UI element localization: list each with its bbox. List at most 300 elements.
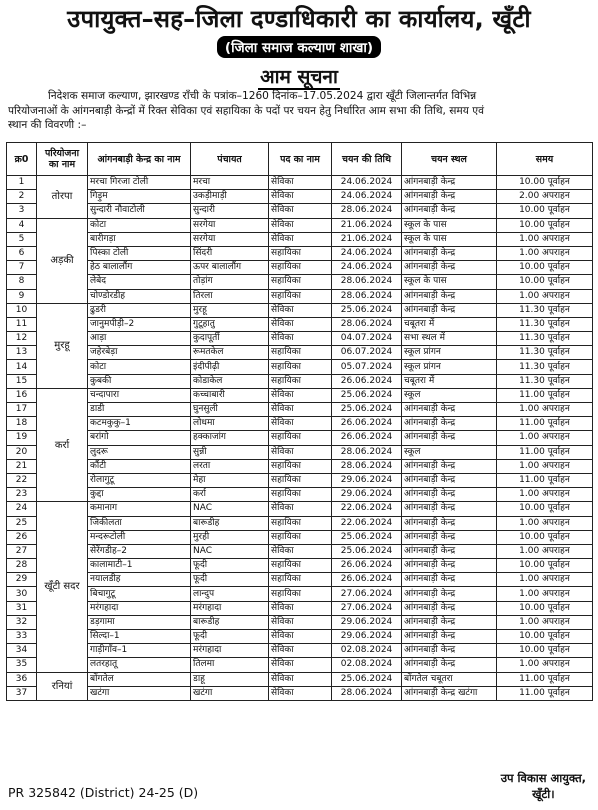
intro-line-2: परियोजनाओं के आंगनबाड़ी केन्द्रों में रिक्त सेविका एवं सहायिका के पदों पर चयन हेतु निर्धारित आम सभा की तिथि, समय एवं [8, 104, 485, 117]
cell-time: 11.00 पूर्वाहन [497, 686, 593, 700]
cell-centre: कोटा [88, 218, 191, 232]
cell-time: 1.00 अपराहन [497, 232, 593, 246]
cell-venue: आंगनबाड़ी केन्द्र [402, 488, 497, 502]
cell-venue: आंगनबाड़ी केन्द्र [402, 587, 497, 601]
table-row [7, 573, 593, 587]
cell-project: अड़की [37, 218, 88, 303]
cell-panchayat: उकड़ीमाड़ी [191, 190, 269, 204]
cell-centre: चन्दापारा [88, 388, 191, 402]
cell-post: सेविका [269, 544, 332, 558]
cell-time: 10.00 पूर्वाहन [497, 275, 593, 289]
cell-serial: 20 [7, 445, 37, 459]
cell-panchayat: बारूडीह [191, 615, 269, 629]
cell-panchayat: कुदापूर्ती [191, 332, 269, 346]
cell-centre: बोंगतेल [88, 672, 191, 686]
cell-centre: सुन्दारी नौवाटोली [88, 204, 191, 218]
cell-post: सेविका [269, 317, 332, 331]
table-row [7, 176, 593, 190]
cell-venue: स्कूल [402, 445, 497, 459]
cell-venue: चबूतरा में [402, 374, 497, 388]
cell-date: 22.06.2024 [332, 502, 402, 516]
cell-venue: बोंगतेल चबूतरा [402, 672, 497, 686]
cell-time: 11.30 पूर्वाहन [497, 303, 593, 317]
cell-post: सेविका [269, 630, 332, 644]
cell-centre: कुद्दा [88, 488, 191, 502]
cell-serial: 10 [7, 303, 37, 317]
table-row [7, 445, 593, 459]
cell-venue: स्कूल प्रांगन [402, 360, 497, 374]
cell-serial: 6 [7, 246, 37, 260]
cell-time: 11.00 पूर्वाहन [497, 445, 593, 459]
cell-panchayat: तिरला [191, 289, 269, 303]
cell-time: 10.00 पूर्वाहन [497, 218, 593, 232]
cell-serial: 7 [7, 261, 37, 275]
cell-panchayat: फूदी [191, 559, 269, 573]
cell-serial: 31 [7, 601, 37, 615]
cell-time: 11.00 पूर्वाहन [497, 473, 593, 487]
cell-centre: कोटा [88, 360, 191, 374]
cell-post: सेविका [269, 445, 332, 459]
table-row [7, 374, 593, 388]
cell-post: सेविका [269, 686, 332, 700]
cell-centre: कौंटी [88, 459, 191, 473]
cell-venue: आंगनबाड़ी केन्द्र [402, 204, 497, 218]
cell-venue: आंगनबाड़ी केन्द्र [402, 502, 497, 516]
cell-date: 25.06.2024 [332, 388, 402, 402]
header-panchayat: पंचायत [191, 143, 269, 176]
table-row [7, 431, 593, 445]
cell-date: 29.06.2024 [332, 630, 402, 644]
cell-panchayat: बारूडीह [191, 516, 269, 530]
cell-time: 1.00 अपराहन [497, 573, 593, 587]
table-row [7, 275, 593, 289]
cell-venue: आंगनबाड़ी केन्द्र [402, 417, 497, 431]
cell-post: सहायिका [269, 246, 332, 260]
table-row [7, 658, 593, 672]
table-row [7, 473, 593, 487]
cell-centre: मन्दरूटोली [88, 530, 191, 544]
cell-post: सहायिका [269, 559, 332, 573]
header-post: पद का नाम [269, 143, 332, 176]
cell-serial: 27 [7, 544, 37, 558]
cell-time: 10.00 पूर्वाहन [497, 261, 593, 275]
cell-centre: रोलागुटू [88, 473, 191, 487]
table-row [7, 360, 593, 374]
cell-time: 10.00 पूर्वाहन [497, 559, 593, 573]
header-project: परियोजना का नाम [37, 143, 88, 176]
cell-serial: 21 [7, 459, 37, 473]
cell-post: सहायिका [269, 261, 332, 275]
cell-date: 24.06.2024 [332, 246, 402, 260]
cell-post: सहायिका [269, 459, 332, 473]
cell-time: 11.30 पूर्वाहन [497, 346, 593, 360]
cell-serial: 12 [7, 332, 37, 346]
cell-venue: आंगनबाड़ी केन्द्र [402, 573, 497, 587]
cell-post: सहायिका [269, 488, 332, 502]
cell-venue: चबूतरा में [402, 317, 497, 331]
cell-date: 29.06.2024 [332, 488, 402, 502]
cell-panchayat: खटंगा [191, 686, 269, 700]
cell-panchayat: मरचा [191, 176, 269, 190]
cell-post: सहायिका [269, 289, 332, 303]
cell-time: 1.00 अपराहन [497, 403, 593, 417]
cell-venue: आंगनबाड़ी केन्द्र [402, 190, 497, 204]
cell-serial: 37 [7, 686, 37, 700]
cell-centre: हेठ बालालौंग [88, 261, 191, 275]
cell-time: 11.30 पूर्वाहन [497, 374, 593, 388]
cell-serial: 15 [7, 374, 37, 388]
cell-serial: 4 [7, 218, 37, 232]
cell-post: सेविका [269, 417, 332, 431]
table-row [7, 232, 593, 246]
cell-date: 05.07.2024 [332, 360, 402, 374]
selection-schedule-table [6, 142, 593, 701]
cell-time: 1.00 अपराहन [497, 289, 593, 303]
cell-serial: 5 [7, 232, 37, 246]
cell-post: सेविका [269, 303, 332, 317]
table-row [7, 303, 593, 317]
cell-date: 25.06.2024 [332, 672, 402, 686]
cell-centre: बिचागुटू [88, 587, 191, 601]
cell-time: 10.00 पूर्वाहन [497, 630, 593, 644]
cell-serial: 32 [7, 615, 37, 629]
cell-panchayat: तिलमा [191, 658, 269, 672]
cell-centre: खटंगा [88, 686, 191, 700]
cell-serial: 26 [7, 530, 37, 544]
cell-time: 1.00 अपराहन [497, 488, 593, 502]
table-row [7, 289, 593, 303]
table-row [7, 644, 593, 658]
cell-post: सेविका [269, 601, 332, 615]
cell-time: 10.00 पूर्वाहन [497, 601, 593, 615]
cell-time: 11.00 पूर्वाहन [497, 388, 593, 402]
signature-designation: उप विकास आयुक्त, [500, 771, 586, 785]
cell-post: सेविका [269, 232, 332, 246]
cell-venue: आंगनबाड़ी केन्द्र [402, 658, 497, 672]
cell-serial: 11 [7, 317, 37, 331]
cell-panchayat: NAC [191, 502, 269, 516]
cell-date: 22.06.2024 [332, 516, 402, 530]
cell-serial: 1 [7, 176, 37, 190]
cell-panchayat: सुन्नी [191, 445, 269, 459]
cell-centre: गाड़ीगाँव–1 [88, 644, 191, 658]
cell-panchayat: रूमतकेल [191, 346, 269, 360]
cell-time: 10.00 पूर्वाहन [497, 176, 593, 190]
cell-serial: 9 [7, 289, 37, 303]
header-centre: आंगनबाड़ी केन्द्र का नाम [88, 143, 191, 176]
table-row [7, 317, 593, 331]
cell-date: 27.06.2024 [332, 601, 402, 615]
intro-line-1: निदेशक समाज कल्याण, झारखण्ड राँची के पत्रांक–1260 दिनांक–17.05.2024 द्वारा खूँटी जिलान्तर्गत विभिन्न [48, 90, 477, 102]
cell-panchayat: सुन्दारी [191, 204, 269, 218]
office-title: उपायुक्त–सह–जिला दण्डाधिकारी का कार्यालय, खूँटी [67, 5, 531, 33]
cell-date: 26.06.2024 [332, 417, 402, 431]
cell-serial: 2 [7, 190, 37, 204]
cell-panchayat: सिंदरी [191, 246, 269, 260]
table-row [7, 218, 593, 232]
cell-panchayat: डाहू [191, 672, 269, 686]
table-row [7, 417, 593, 431]
cell-centre: कुबकी [88, 374, 191, 388]
cell-time: 1.00 अपराहन [497, 658, 593, 672]
cell-time: 1.00 अपराहन [497, 544, 593, 558]
cell-post: सेविका [269, 218, 332, 232]
branch-subtitle-wrap [0, 36, 598, 58]
table-row [7, 190, 593, 204]
cell-time: 1.00 अपराहन [497, 459, 593, 473]
cell-venue: आंगनबाड़ी केन्द्र [402, 644, 497, 658]
cell-panchayat: मुरही [191, 530, 269, 544]
cell-time: 1.00 अपराहन [497, 615, 593, 629]
cell-time: 10.00 पूर्वाहन [497, 204, 593, 218]
cell-serial: 36 [7, 672, 37, 686]
cell-centre: बारीगड़ा [88, 232, 191, 246]
cell-panchayat: कर्रा [191, 488, 269, 502]
cell-date: 28.06.2024 [332, 459, 402, 473]
cell-serial: 24 [7, 502, 37, 516]
cell-centre: कालामाटी–1 [88, 559, 191, 573]
cell-date: 28.06.2024 [332, 275, 402, 289]
table-row [7, 246, 593, 260]
table-row [7, 332, 593, 346]
table-row [7, 615, 593, 629]
cell-post: सहायिका [269, 431, 332, 445]
cell-serial: 35 [7, 658, 37, 672]
intro-paragraph [8, 89, 590, 133]
cell-centre: नयालडीह [88, 573, 191, 587]
cell-venue: स्कूल [402, 388, 497, 402]
branch-subtitle: (जिला समाज कल्याण शाखा) [217, 36, 381, 58]
cell-post: सेविका [269, 403, 332, 417]
cell-post: सहायिका [269, 374, 332, 388]
table-row [7, 261, 593, 275]
cell-panchayat: इंदीपीढ़ी [191, 360, 269, 374]
cell-post: सहायिका [269, 516, 332, 530]
cell-post: सहायिका [269, 530, 332, 544]
cell-venue: आंगनबाड़ी केन्द्र [402, 459, 497, 473]
signature-block [501, 770, 586, 802]
cell-post: सेविका [269, 190, 332, 204]
cell-panchayat: गुटूहातु [191, 317, 269, 331]
intro-line-3: स्थान की विवरणी :– [8, 119, 87, 131]
cell-post: सेविका [269, 388, 332, 402]
cell-panchayat: लोधमा [191, 417, 269, 431]
table-header-row [7, 143, 593, 176]
header-date: चयन की तिथि [332, 143, 402, 176]
cell-venue: आंगनबाड़ी केन्द्र [402, 246, 497, 260]
cell-panchayat: फूदी [191, 573, 269, 587]
cell-serial: 29 [7, 573, 37, 587]
table-row [7, 587, 593, 601]
cell-date: 25.06.2024 [332, 403, 402, 417]
cell-panchayat: तोड़ांग [191, 275, 269, 289]
cell-panchayat: कोडाकेल [191, 374, 269, 388]
cell-post: सेविका [269, 204, 332, 218]
cell-post: सेविका [269, 176, 332, 190]
cell-panchayat: कच्चाबारी [191, 388, 269, 402]
cell-venue: आंगनबाड़ी केन्द्र [402, 544, 497, 558]
cell-time: 11.30 पूर्वाहन [497, 332, 593, 346]
cell-post: सेविका [269, 502, 332, 516]
cell-date: 29.06.2024 [332, 473, 402, 487]
cell-venue: आंगनबाड़ी केन्द्र [402, 516, 497, 530]
cell-time: 1.00 अपराहन [497, 516, 593, 530]
cell-serial: 23 [7, 488, 37, 502]
cell-date: 26.06.2024 [332, 374, 402, 388]
table-row [7, 204, 593, 218]
cell-post: सहायिका [269, 275, 332, 289]
cell-centre: जहेरबेड़ा [88, 346, 191, 360]
cell-centre: लुदरू [88, 445, 191, 459]
table-row [7, 516, 593, 530]
cell-serial: 14 [7, 360, 37, 374]
cell-panchayat: ऊपर बालालौंग [191, 261, 269, 275]
cell-centre: पिस्का टोली [88, 246, 191, 260]
cell-post: सहायिका [269, 360, 332, 374]
cell-centre: बरांगो [88, 431, 191, 445]
cell-time: 11.30 पूर्वाहन [497, 317, 593, 331]
cell-panchayat: सरगेया [191, 218, 269, 232]
cell-time: 2.00 अपराहन [497, 190, 593, 204]
cell-venue: आंगनबाड़ी केन्द्र [402, 403, 497, 417]
cell-venue: आंगनबाड़ी केन्द्र [402, 473, 497, 487]
cell-venue: स्कूल के पास [402, 218, 497, 232]
cell-venue: आंगनबाड़ी केन्द्र [402, 559, 497, 573]
pr-number: PR 325842 (District) 24-25 (D) [8, 785, 199, 800]
cell-time: 11.30 पूर्वाहन [497, 360, 593, 374]
cell-serial: 19 [7, 431, 37, 445]
cell-serial: 33 [7, 630, 37, 644]
cell-venue: आंगनबाड़ी केन्द्र [402, 303, 497, 317]
cell-centre: ढुडरी [88, 303, 191, 317]
cell-venue: स्कूल प्रांगन [402, 346, 497, 360]
cell-date: 02.08.2024 [332, 658, 402, 672]
cell-serial: 17 [7, 403, 37, 417]
cell-serial: 3 [7, 204, 37, 218]
table-row [7, 559, 593, 573]
cell-venue: सभा स्थल में [402, 332, 497, 346]
table-row [7, 672, 593, 686]
cell-venue: आंगनबाड़ी केन्द्र [402, 630, 497, 644]
cell-panchayat: मरंगहादा [191, 601, 269, 615]
cell-centre: लेबेद [88, 275, 191, 289]
cell-time: 10.00 पूर्वाहन [497, 502, 593, 516]
cell-project: कर्रा [37, 388, 88, 502]
notice-title: आम सूचना [260, 66, 338, 88]
table-row [7, 544, 593, 558]
cell-date: 28.06.2024 [332, 445, 402, 459]
cell-date: 21.06.2024 [332, 218, 402, 232]
table-row [7, 502, 593, 516]
cell-post: सेविका [269, 615, 332, 629]
cell-time: 10.00 पूर्वाहन [497, 644, 593, 658]
cell-panchayat: मुरहू [191, 303, 269, 317]
cell-post: सेविका [269, 658, 332, 672]
cell-venue: आंगनबाड़ी केन्द्र [402, 261, 497, 275]
cell-panchayat: NAC [191, 544, 269, 558]
cell-project: खूँटी सदर [37, 502, 88, 672]
signature-place: खूँटी। [532, 787, 555, 801]
cell-date: 28.06.2024 [332, 204, 402, 218]
cell-venue: आंगनबाड़ी केन्द्र [402, 289, 497, 303]
table-row [7, 630, 593, 644]
cell-venue: आंगनबाड़ी केन्द्र खटंगा [402, 686, 497, 700]
cell-panchayat: मेहा [191, 473, 269, 487]
cell-date: 24.06.2024 [332, 176, 402, 190]
cell-date: 28.06.2024 [332, 686, 402, 700]
cell-centre: सिल्दा–1 [88, 630, 191, 644]
cell-date: 06.07.2024 [332, 346, 402, 360]
cell-date: 29.06.2024 [332, 615, 402, 629]
header-serial: क्र0 [7, 143, 37, 176]
cell-time: 1.00 अपराहन [497, 431, 593, 445]
cell-serial: 30 [7, 587, 37, 601]
cell-date: 26.06.2024 [332, 573, 402, 587]
cell-centre: आड़ा [88, 332, 191, 346]
cell-centre: गिड़ुम [88, 190, 191, 204]
cell-venue: आंगनबाड़ी केन्द्र [402, 601, 497, 615]
cell-serial: 28 [7, 559, 37, 573]
cell-serial: 16 [7, 388, 37, 402]
cell-panchayat: मरंगहादा [191, 644, 269, 658]
cell-venue: स्कूल के पास [402, 275, 497, 289]
cell-centre: जिकीलता [88, 516, 191, 530]
cell-time: 1.00 अपराहन [497, 246, 593, 260]
table-row [7, 488, 593, 502]
cell-date: 25.06.2024 [332, 544, 402, 558]
table-row [7, 459, 593, 473]
cell-centre: जानुमपीड़ी–2 [88, 317, 191, 331]
notice-title-wrap [0, 63, 598, 89]
cell-post: सहायिका [269, 346, 332, 360]
cell-post: सेविका [269, 644, 332, 658]
cell-centre: मरंगहादा [88, 601, 191, 615]
cell-serial: 13 [7, 346, 37, 360]
cell-venue: आंगनबाड़ी केन्द्र [402, 530, 497, 544]
cell-date: 26.06.2024 [332, 431, 402, 445]
cell-serial: 22 [7, 473, 37, 487]
cell-date: 04.07.2024 [332, 332, 402, 346]
table-row [7, 601, 593, 615]
header-time: समय [497, 143, 593, 176]
cell-centre: लतरहातू [88, 658, 191, 672]
cell-date: 02.08.2024 [332, 644, 402, 658]
cell-date: 25.06.2024 [332, 530, 402, 544]
cell-date: 24.06.2024 [332, 261, 402, 275]
cell-panchayat: फूदी [191, 630, 269, 644]
cell-venue: आंगनबाड़ी केन्द्र [402, 431, 497, 445]
cell-centre: कमानाग [88, 502, 191, 516]
cell-serial: 25 [7, 516, 37, 530]
header-venue: चयन स्थल [402, 143, 497, 176]
cell-serial: 8 [7, 275, 37, 289]
cell-centre: सेरेंगडीह–2 [88, 544, 191, 558]
cell-project: मुरहू [37, 303, 88, 388]
cell-serial: 18 [7, 417, 37, 431]
cell-centre: डाडी [88, 403, 191, 417]
table-row [7, 346, 593, 360]
table-row [7, 388, 593, 402]
cell-date: 28.06.2024 [332, 289, 402, 303]
cell-venue: आंगनबाड़ी केन्द्र [402, 615, 497, 629]
cell-date: 27.06.2024 [332, 587, 402, 601]
cell-panchayat: लरता [191, 459, 269, 473]
table-row [7, 530, 593, 544]
table-body [7, 176, 593, 701]
cell-date: 25.06.2024 [332, 303, 402, 317]
cell-post: सेविका [269, 332, 332, 346]
cell-post: सहायिका [269, 587, 332, 601]
